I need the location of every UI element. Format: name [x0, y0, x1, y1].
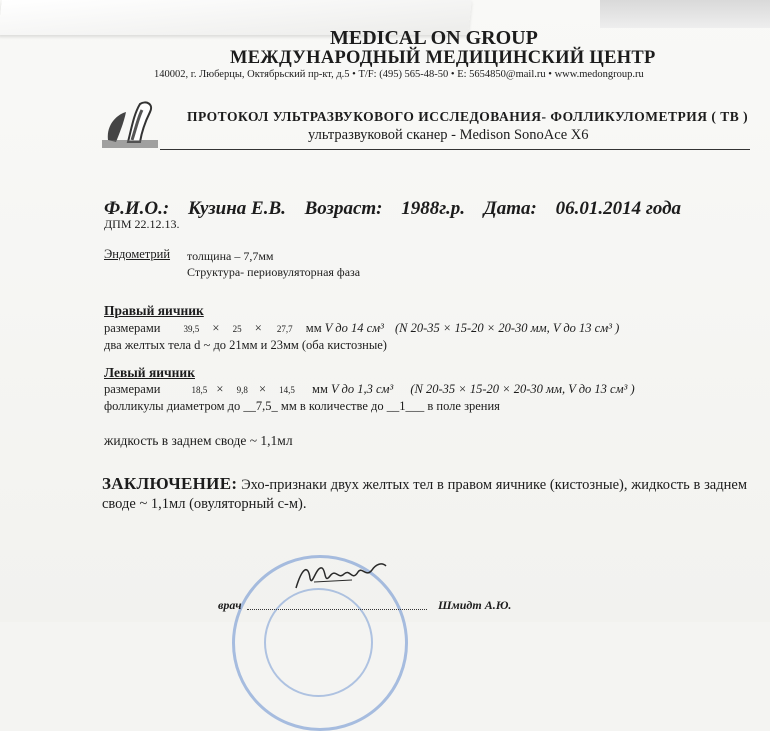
- date-label: Дата:: [483, 198, 537, 219]
- signature-line: [247, 609, 427, 610]
- protocol-title: ПРОТОКОЛ УЛЬТРАЗВУКОВОГО ИССЛЕДОВАНИЯ- ФОЛЛИКУЛОМЕТРИЯ ( ТВ ): [187, 109, 749, 124]
- stamp-inner-ring: [264, 588, 373, 697]
- left-dim-x2: ×: [258, 382, 267, 396]
- doctor-label: врач: [218, 598, 242, 612]
- left-unit: мм: [312, 382, 328, 396]
- right-unit: мм: [305, 321, 322, 335]
- date-value: 06.01.2014 года: [555, 198, 682, 219]
- right-volume: V до 14 см³: [324, 321, 384, 335]
- endometrium-thickness: толщина – 7,7мм: [187, 249, 274, 263]
- conclusion: [102, 474, 747, 514]
- endometrium-structure: Структура- периовуляторная фаза: [187, 265, 361, 279]
- fio-value: Кузина Е.В.: [187, 198, 286, 219]
- age-value: 1988г.р.: [401, 198, 466, 219]
- right-dim-3: 27,7: [276, 324, 293, 334]
- left-ovary-title: Левый яичник: [104, 365, 195, 380]
- patient-line: [104, 198, 695, 220]
- left-dim-1: 18,5: [191, 385, 208, 395]
- right-size-label: размерами: [104, 321, 161, 335]
- fluid-note: жидкость в заднем своде ~ 1,1мл: [104, 433, 293, 448]
- right-dim-2: 25: [232, 324, 242, 334]
- left-norm: (N 20-35 × 15-20 × 20-30 мм, V до 13 см³ ): [410, 382, 635, 396]
- last-menstruation: ДПМ 22.12.13.: [104, 217, 180, 231]
- conclusion-label: ЗАКЛЮЧЕНИЕ:: [102, 474, 238, 493]
- doctor-name: Шмидт А.Ю.: [438, 598, 512, 612]
- right-ovary-title: Правый яичник: [104, 303, 204, 318]
- age-label: Возраст:: [304, 198, 383, 219]
- scanner-model: ультразвуковой сканер - Medison SonoAce X6: [308, 127, 589, 143]
- left-dim-3: 14,5: [279, 385, 295, 395]
- paper-edge-shadow: [600, 0, 770, 28]
- conclusion-text: Эхо-признаки двух желтых тел в правом яичнике (кистозные), жидкость в заднем своде ~ 1,1мл (овуляторный с-м).: [102, 477, 747, 512]
- left-dim-x1: ×: [216, 382, 224, 396]
- left-size-label: размерами: [104, 382, 161, 396]
- endometrium-label: [104, 247, 170, 262]
- right-ovary-size-row: [104, 321, 619, 336]
- endometrium-title: Эндометрий: [104, 247, 171, 261]
- fio-label: Ф.И.О.:: [104, 198, 170, 219]
- right-ovary-note: два желтых тела d ~ до 21мм и 23мм (оба кистозные): [104, 338, 387, 352]
- right-dim-1: 39,5: [183, 324, 200, 334]
- center-name: МЕЖДУНАРОДНЫЙ МЕДИЦИНСКИЙ ЦЕНТР: [230, 48, 656, 68]
- company-name: MEDICAL ON GROUP: [330, 27, 538, 49]
- company-address: 140002, г. Люберцы, Октябрьский пр-кт, д.5 • T/F: (495) 565-48-50 • E: 5654850@mail.ru • www.medongroup.ru: [154, 69, 644, 80]
- left-ovary-follicles: фолликулы диаметром до __7,5_ мм в количестве до __1___ в поле зрения: [104, 399, 500, 413]
- left-ovary-size-row: [104, 382, 635, 397]
- clinic-logo-icon: [102, 96, 158, 148]
- signature-icon: [292, 558, 392, 594]
- left-dim-2: 9,8: [236, 385, 248, 395]
- header-divider: [160, 149, 750, 150]
- left-volume: V до 1,3 см³: [331, 382, 394, 396]
- right-dim-x1: ×: [212, 321, 220, 335]
- right-dim-x2: ×: [254, 321, 262, 335]
- right-norm: (N 20-35 × 15-20 × 20-30 мм, V до 13 см³ ): [395, 321, 620, 335]
